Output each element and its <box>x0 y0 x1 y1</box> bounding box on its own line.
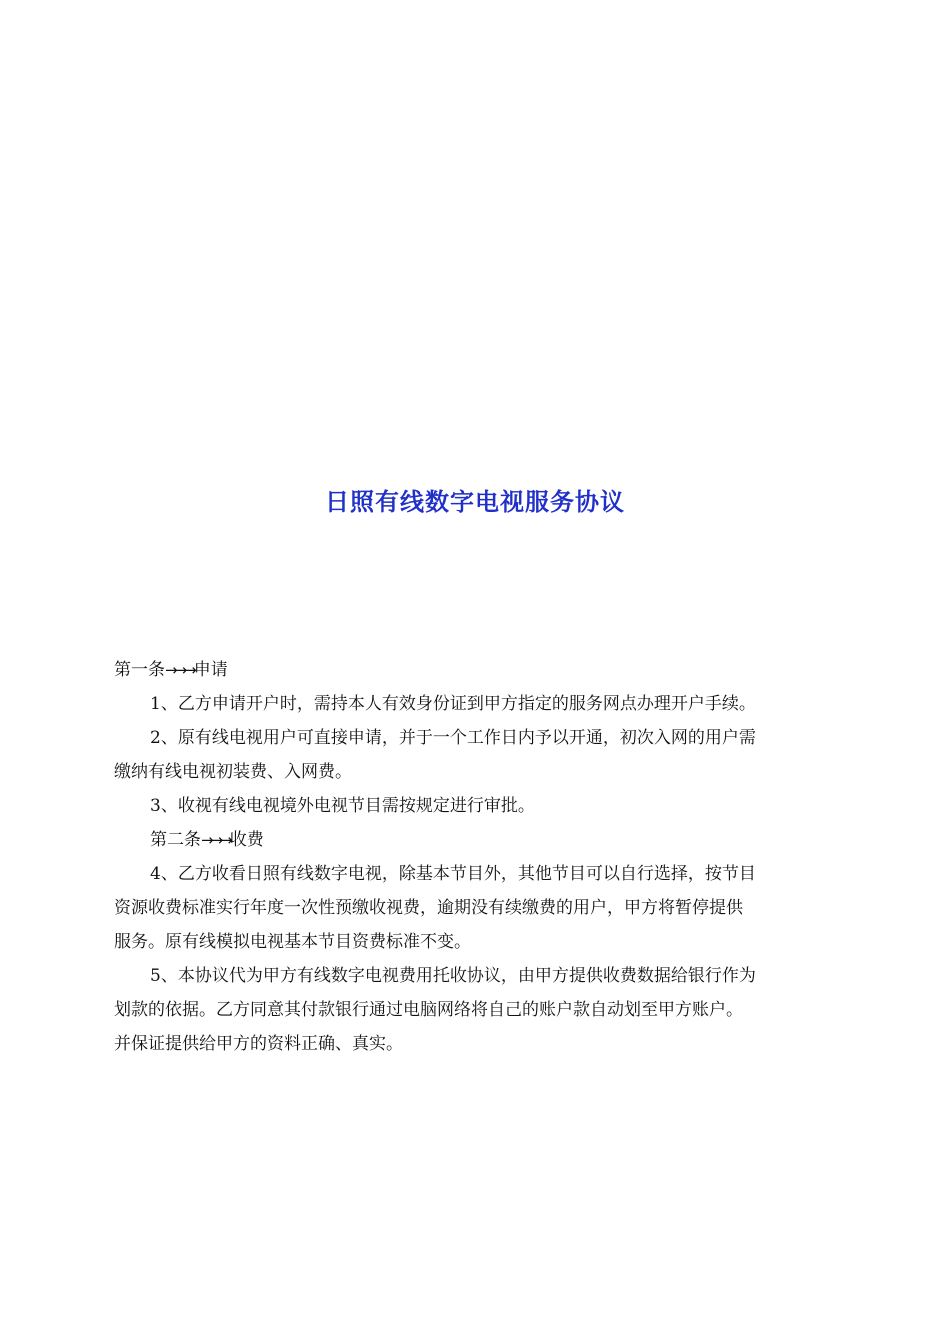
section-heading-1 <box>114 653 838 687</box>
section-heading-2 <box>114 823 838 857</box>
tab-arrow-marks: →→→ <box>165 661 194 679</box>
document-body <box>114 653 838 1061</box>
paragraph-line: 资源收费标准实行年度一次性预缴收视费，逾期没有续缴费的用户，甲方将暂停提供 <box>114 898 743 918</box>
document-title: 日照有线数字电视服务协议 <box>325 488 625 516</box>
paragraph-line: 缴纳有线电视初装费、入网费。 <box>114 762 352 782</box>
paragraph-line: 2、原有线电视用户可直接申请，并于一个工作日内予以开通，初次入网的用户需 <box>150 728 756 748</box>
section-number: 第一条 <box>114 660 165 680</box>
paragraph-line: 服务。原有线模拟电视基本节目资费标准不变。 <box>114 932 471 952</box>
section-name: 收费 <box>229 830 264 850</box>
tab-arrow-marks: →→→ <box>201 831 230 849</box>
paragraph-line: 并保证提供给甲方的资料正确、真实。 <box>114 1034 403 1054</box>
paragraph-line: 划款的依据。乙方同意其付款银行通过电脑网络将自己的账户款自动划至甲方账户。 <box>114 1000 743 1020</box>
paragraph-line: 5、本协议代为甲方有线数字电视费用托收协议，由甲方提供收费数据给银行作为 <box>150 966 756 986</box>
paragraph-line: 3、收视有线电视境外电视节目需按规定进行审批。 <box>150 796 535 816</box>
section-name: 申请 <box>193 660 228 680</box>
paragraph-line: 4、乙方收看日照有线数字电视，除基本节目外，其他节目可以自行选择，按节目 <box>150 864 756 884</box>
section-number: 第二条 <box>150 830 201 850</box>
paragraph-line: 1、乙方申请开户时，需持本人有效身份证到甲方指定的服务网点办理开户手续。 <box>150 694 756 714</box>
